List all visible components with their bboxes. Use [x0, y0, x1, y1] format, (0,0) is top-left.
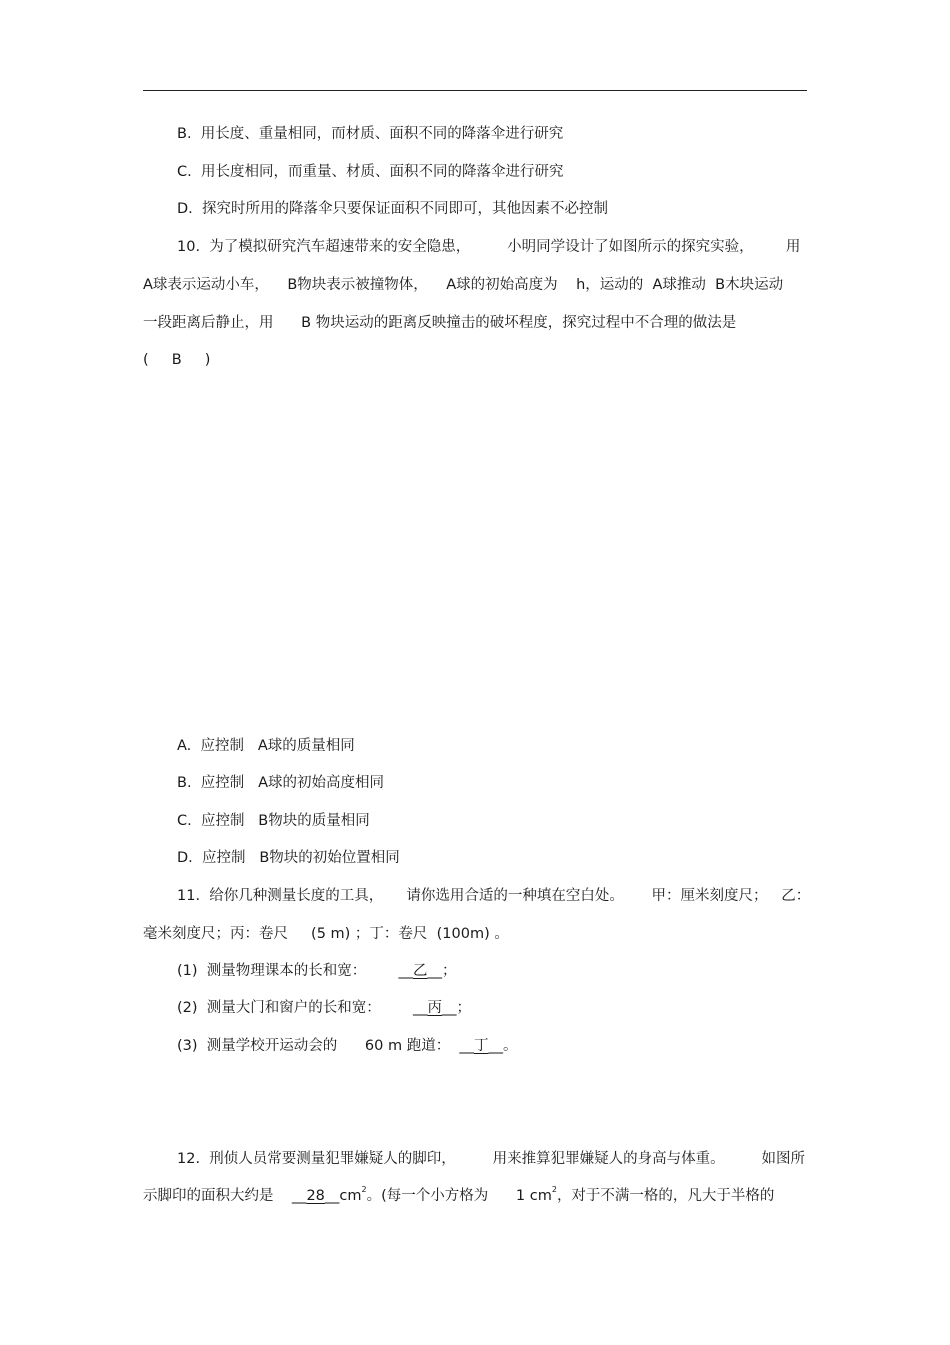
- q10-option-d: D. 应控制 B物块的初始位置相同: [177, 850, 400, 866]
- q11-item-3-prefix: (3) 测量学校开运动会的 60 m 跑道： __: [177, 1038, 474, 1054]
- q9-option-d: D. 探究时所用的降落伞只要保证面积不同即可，其他因素不必控制: [177, 201, 608, 217]
- q11-item-1-prefix: (1) 测量物理课本的长和宽： __: [177, 963, 414, 979]
- q12-square-superscript: 2: [551, 1185, 557, 1194]
- q10-option-a: A. 应控制 A球的质量相同: [177, 738, 355, 754]
- q12-line-2-suffix: ，对于不满一格的，凡大于半格的: [556, 1188, 775, 1204]
- q10-line-1: 10. 为了模拟研究汽车超速带来的安全隐患， 小明同学设计了如图所示的探究实验， 用: [177, 239, 801, 255]
- q12-answer: 28: [306, 1188, 325, 1204]
- q10-line-2: A球表示运动小车， B物块表示被撞物体， A球的初始高度为 h，运动的 A球推动 B木块运动: [143, 277, 784, 293]
- q11-item-1-suffix: __；: [427, 963, 457, 979]
- q10-option-b: B. 应控制 A球的初始高度相同: [177, 775, 385, 791]
- q12-line-2-mid: 。(每一个小方格为 1 cm: [366, 1188, 552, 1204]
- q12-line-2: [143, 1186, 774, 1206]
- q11-item-2-answer: 丙: [427, 1000, 443, 1016]
- q11-item-1-answer: 乙: [413, 963, 428, 979]
- q11-line-2: 毫米刻度尺；丙：卷尺 (5 m) ；丁：卷尺 (100m) 。: [143, 926, 509, 942]
- q12-line-2-prefix: 示脚印的面积大约是 __: [143, 1188, 307, 1204]
- q11-item-3-suffix: __。: [488, 1038, 518, 1054]
- q12-unit: __cm: [324, 1188, 362, 1204]
- q11-line-1: 11. 给你几种测量长度的工具， 请你选用合适的一种填在空白处。 甲：厘米刻度尺； 乙：: [177, 888, 811, 904]
- header-rule: [143, 90, 807, 91]
- q10-line-3: 一段距离后静止，用 B 物块运动的距离反映撞击的破坏程度，探究过程中不合理的做法是: [143, 315, 737, 331]
- q11-item-2: [177, 998, 471, 1018]
- q11-item-3: [177, 1036, 517, 1056]
- q11-item-3-answer: 丁: [473, 1038, 489, 1054]
- q10-answer: ( B ): [143, 352, 211, 368]
- q9-option-c: C. 用长度相同，而重量、材质、面积不同的降落伞进行研究: [177, 164, 564, 180]
- q10-option-c: C. 应控制 B物块的质量相同: [177, 813, 370, 829]
- q12-line-1: 12. 刑侦人员常要测量犯罪嫌疑人的脚印， 用来推算犯罪嫌疑人的身高与体重。 如图所: [177, 1151, 806, 1167]
- q12-unit-superscript: 2: [361, 1185, 367, 1194]
- q9-option-b: B. 用长度、重量相同，而材质、面积不同的降落伞进行研究: [177, 126, 564, 142]
- q11-item-1: [177, 961, 457, 981]
- q11-item-2-suffix: __；: [442, 1000, 472, 1016]
- q11-item-2-prefix: (2) 测量大门和窗户的长和宽： __: [177, 1000, 428, 1016]
